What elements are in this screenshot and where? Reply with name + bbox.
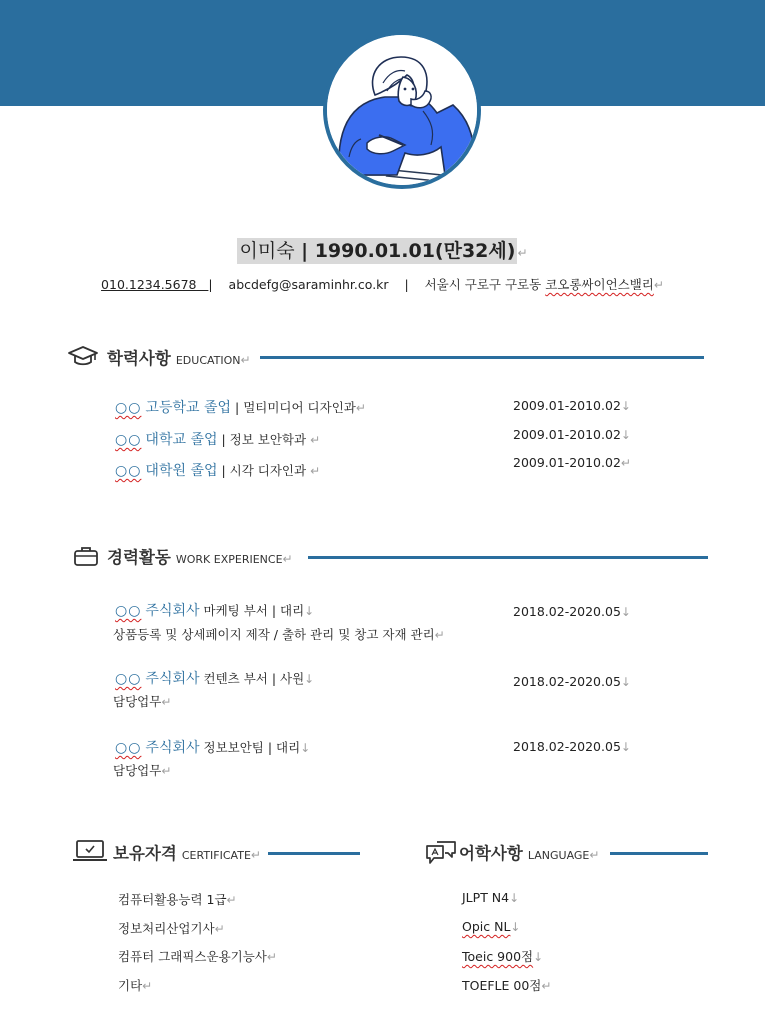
paragraph-mark: ↵ [240,353,251,367]
certificate-text: 컴퓨터 그래픽스운용기능사 [118,949,267,964]
person-name: 이미숙 [239,240,295,262]
paragraph-mark: ↵ [653,278,664,292]
paragraph-mark: ↵ [541,979,552,993]
certificate-item [118,919,225,937]
certificate-item [118,890,237,908]
school-prefix: ○○ [115,400,142,416]
language-text: TOEFLE 00점 [462,978,542,993]
line-break-mark: ↓ [620,675,631,689]
line-break-mark: ↓ [533,950,544,964]
certificate-subtitle: CERTIFICATE [181,849,251,862]
graduation-cap-icon [67,345,99,367]
school-name: 대학교 졸업 [145,432,218,448]
language-heading [459,840,599,864]
line-break-mark: ↓ [510,920,521,934]
school-detail: | 멀티미디어 디자인과 [231,400,356,415]
paragraph-mark: ↵ [434,628,445,642]
education-period [513,398,631,413]
line-break-mark: ↓ [300,741,311,755]
experience-period [513,739,631,754]
paragraph-mark: ↵ [226,893,237,907]
desc-text: 담당업무 [113,763,162,778]
company-name: 주식회사 [145,740,200,756]
language-item [462,890,519,905]
paragraph-mark: ↵ [517,246,528,260]
paragraph-mark: ↵ [214,922,225,936]
company-name: 주식회사 [145,671,200,687]
language-item [462,947,543,965]
line-break-mark: ↓ [620,428,631,442]
desc-text: 상품등록 및 상세페이지 제작 / 출하 관리 및 창고 자재 관리 [113,627,435,642]
experience-desc [113,625,445,643]
profile-avatar [323,31,481,189]
language-subtitle: LANGUAGE [527,849,590,862]
experience-period [513,604,631,619]
company-role: 마케팅 부서 | 대리 [199,603,305,618]
certificate-rule [268,852,360,855]
certificate-item [118,947,277,965]
paragraph-mark: ↵ [589,848,600,862]
company-role: 컨텐츠 부서 | 사원 [199,671,305,686]
certificate-item [118,976,152,994]
language-text: JLPT N4 [462,890,510,905]
woman-illustration-icon [327,35,477,185]
school-detail: | 시각 디자인과 [217,463,311,478]
paragraph-mark: ↵ [250,848,261,862]
birth-date: | 1990.01.01(만32세) [294,240,516,262]
school-name: 대학원 졸업 [145,463,218,479]
experience-item [115,737,310,757]
paragraph-mark: ↵ [142,979,153,993]
certificate-text: 컴퓨터활용능력 1급 [118,892,227,907]
company-name: 주식회사 [145,603,200,619]
desc-text: 담당업무 [113,694,162,709]
experience-rule [308,556,708,559]
briefcase-icon [73,545,99,567]
paragraph-mark: ↵ [161,695,172,709]
language-text: Opic NL [462,919,511,934]
email-address: abcdefg@saraminhr.co.kr [228,277,389,292]
address-building: 코오롱싸이언스밸리 [545,277,654,292]
line-break-mark: ↓ [620,605,631,619]
paragraph-mark: ↵ [620,456,631,470]
school-detail: | 정보 보안학과 [217,432,311,447]
period-text: 2018.02-2020.05 [513,739,621,754]
line-break-mark: ↓ [304,604,315,618]
paragraph-mark: ↵ [282,552,293,566]
education-item [115,429,320,449]
education-period [513,455,631,470]
language-title: 어학사항 [459,844,523,863]
certificate-heading [113,840,261,864]
school-prefix: ○○ [115,463,142,479]
period-text: 2018.02-2020.05 [513,604,621,619]
education-heading [107,345,251,369]
period-text: 2009.01-2010.02 [513,427,621,442]
line-break-mark: ↓ [304,672,315,686]
line-break-mark: ↓ [620,740,631,754]
speech-bubbles-icon [425,840,457,866]
experience-item [115,600,314,620]
contact-separator-2: | [404,277,409,292]
education-item [115,460,320,480]
period-text: 2018.02-2020.05 [513,674,621,689]
name-highlight [237,238,517,264]
language-rule [610,852,708,855]
company-prefix: ○○ [115,671,142,687]
line-break-mark: ↓ [620,399,631,413]
certificate-title: 보유자격 [113,844,177,863]
experience-title: 경력활동 [107,548,171,567]
education-item [115,397,366,417]
education-title: 학력사항 [107,349,171,368]
education-rule [260,356,704,359]
paragraph-mark: ↵ [310,464,321,478]
name-line [0,236,765,263]
line-break-mark: ↓ [509,891,520,905]
company-prefix: ○○ [115,603,142,619]
company-role: 정보보안팀 | 대리 [199,740,301,755]
certificate-text: 기타 [118,978,143,993]
experience-period [513,674,631,689]
experience-desc [113,761,171,779]
paragraph-mark: ↵ [161,764,172,778]
experience-desc [113,692,171,710]
paragraph-mark: ↵ [355,401,366,415]
contact-line [0,275,765,293]
period-text: 2009.01-2010.02 [513,455,621,470]
school-prefix: ○○ [115,432,142,448]
language-item [462,919,520,934]
paragraph-mark: ↵ [310,433,321,447]
laptop-icon [72,839,108,863]
period-text: 2009.01-2010.02 [513,398,621,413]
paragraph-mark: ↵ [266,950,277,964]
phone-number: 010.1234.5678 [101,277,197,292]
phone-sep-underline [196,277,208,292]
language-item [462,976,551,994]
experience-heading [107,544,293,568]
education-subtitle: EDUCATION [175,354,241,367]
language-text: Toeic 900점 [462,949,534,964]
address-prefix: 서울시 구로구 구로동 [424,277,542,292]
contact-separator: | [208,277,213,292]
education-period [513,427,631,442]
experience-subtitle: WORK EXPERIENCE [175,553,283,566]
certificate-text: 정보처리산업기사 [118,921,215,936]
school-name: 고등학교 졸업 [145,400,232,416]
company-prefix: ○○ [115,740,142,756]
experience-item [115,668,314,688]
